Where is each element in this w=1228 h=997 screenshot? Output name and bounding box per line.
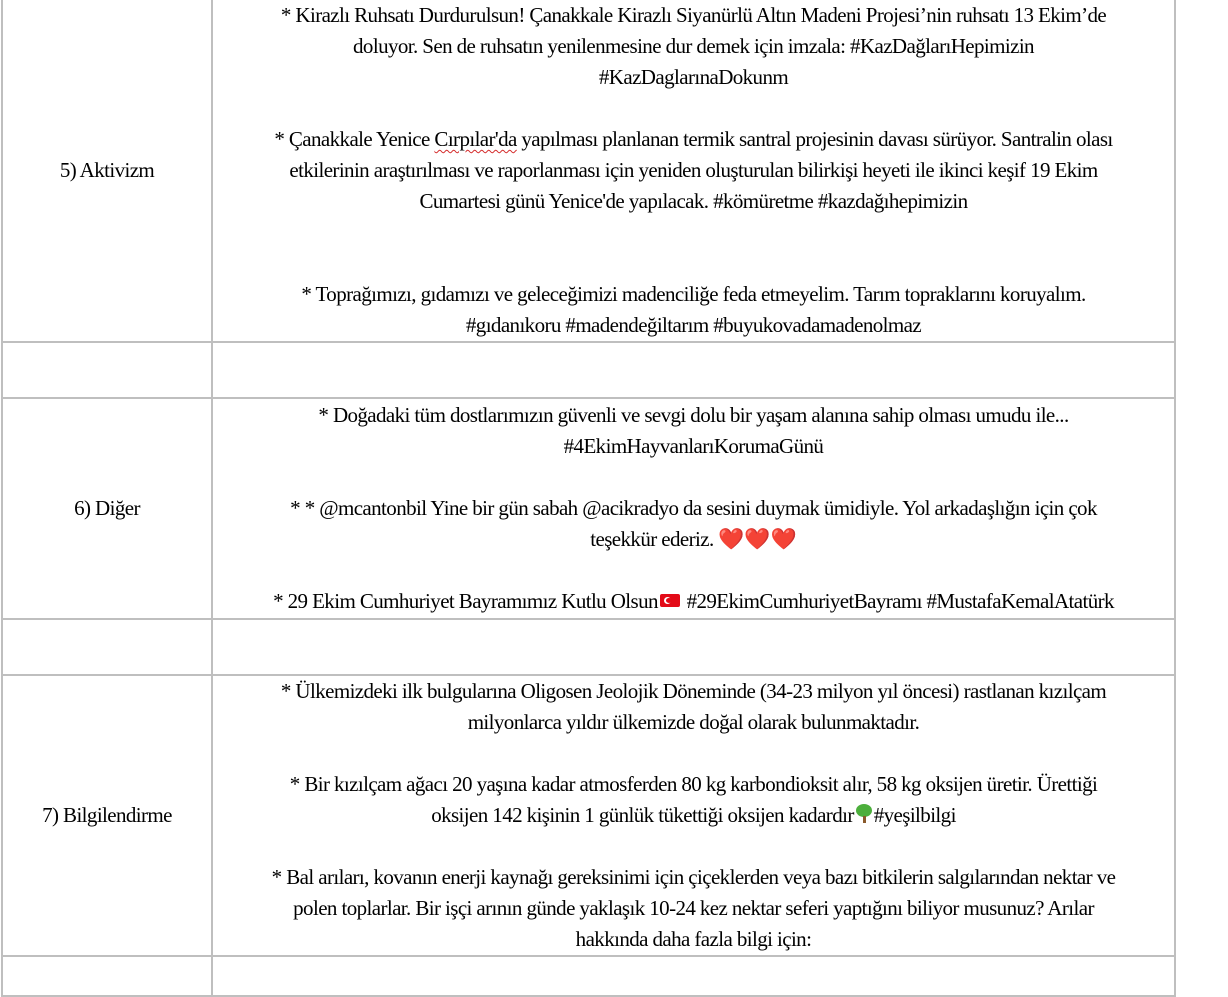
content-cell-bilgilendirme xyxy=(212,675,1175,956)
post-line: yapılması planlanan termik santral projesinin davası sürüyor. Santralin olası xyxy=(516,127,1113,151)
post-line: oksijen 142 kişinin 1 günlük tükettiği oksijen kadardır xyxy=(431,803,854,827)
post-line: Cumartesi günü Yenice'de yapılacak. #kömüretme #kazdağıhepimizin xyxy=(419,189,968,213)
empty-cell xyxy=(212,342,1175,398)
post-line: * Çanakkale Yenice xyxy=(274,127,435,151)
post-line: #KazDaglarınaDokunm xyxy=(598,65,789,89)
post-acikradyo xyxy=(213,493,1174,555)
post-line: * Bal arıları, kovanın enerji kaynağı gereksinimi için çiçeklerden veya bazı bitkilerin salgılarından nektar ve xyxy=(271,865,1116,889)
misspelled-word[interactable]: Cırpılar'da xyxy=(434,127,517,151)
empty-cell xyxy=(212,619,1175,675)
post-line: hakkında daha fazla bilgi için: xyxy=(575,927,812,951)
empty-cell xyxy=(212,956,1175,996)
post-line: * * @mcantonbil Yine bir gün sabah @acikradyo da sesini duymak ümidiyle. Yol arkadaşlığın için çok xyxy=(290,496,1097,520)
post-line: #4EkimHayvanlarıKorumaGünü xyxy=(563,434,824,458)
content-cell-aktivizm xyxy=(212,0,1175,342)
category-cell-aktivizm: 5) Aktivizm xyxy=(2,0,212,342)
post-line: * 29 Ekim Cumhuriyet Bayramımız Kutlu Olsun xyxy=(273,589,658,613)
post-topragimizi xyxy=(213,279,1174,341)
post-kizilcam xyxy=(213,676,1174,738)
tree-icon xyxy=(854,804,874,824)
table-row-empty xyxy=(2,619,1175,675)
table-row-next xyxy=(2,956,1175,996)
post-line: * Doğadaki tüm dostlarımızın güvenli ve sevgi dolu bir yaşam alanına sahip olması umudu ile... xyxy=(318,403,1069,427)
post-line: * Bir kızılçam ağacı 20 yaşına kadar atmosferden 80 kg karbondioksit alır, 58 kg oksijen üretir. Ürettiği xyxy=(289,772,1098,796)
content-cell-diger xyxy=(212,398,1175,619)
table-row-aktivizm xyxy=(2,0,1175,342)
content-table xyxy=(1,0,1176,997)
post-kizilcam-oksijen xyxy=(213,769,1174,831)
post-line: * Toprağımızı, gıdamızı ve geleceğimizi madenciliğe feda etmeyelim. Tarım topraklarını koruyalım. xyxy=(301,282,1086,306)
post-line: milyonlarca yıldır ülkemizde doğal olarak bulunmaktadır. xyxy=(467,710,920,734)
post-line: * Ülkemizdeki ilk bulgularına Oligosen Jeolojik Döneminde (34-23 milyon yıl öncesi) rastlanan kızılçam xyxy=(280,679,1107,703)
post-line: polen toplarlar. Bir işçi arının günde yaklaşık 10-24 kez nektar seferi yaptığını biliyor musunuz? Arılar xyxy=(293,896,1094,920)
table-row-diger xyxy=(2,398,1175,619)
turkish-flag-icon xyxy=(660,594,680,607)
category-cell-bilgilendirme: 7) Bilgilendirme xyxy=(2,675,212,956)
category-cell-diger: 6) Diğer xyxy=(2,398,212,619)
post-yenice-termik xyxy=(213,124,1174,217)
post-line: * Kirazlı Ruhsatı Durdurulsun! Çanakkale Kirazlı Siyanürlü Altın Madeni Projesi’nin ruhsatı 13 Ekim’de xyxy=(280,3,1107,27)
empty-cell xyxy=(2,956,212,996)
post-hashtags: #29EkimCumhuriyetBayramı #MustafaKemalAtatürk xyxy=(681,589,1114,613)
empty-cell xyxy=(2,342,212,398)
post-hashtag: #yeşilbilgi xyxy=(873,803,956,827)
table-row-empty xyxy=(2,342,1175,398)
post-kirazli xyxy=(213,0,1174,93)
empty-cell xyxy=(2,619,212,675)
post-line: doluyor. Sen de ruhsatın yenilenmesine dur demek için imzala: #KazDağlarıHepimizin xyxy=(353,34,1034,58)
post-cumhuriyet xyxy=(213,586,1174,617)
post-line: #gıdanıkoru #madendeğiltarım #buyukovadamadenolmaz xyxy=(465,313,922,337)
table-row-bilgilendirme xyxy=(2,675,1175,956)
post-line: etkilerinin araştırılması ve raporlanması için yeniden oluşturulan bilirkişi heyeti ile ikinci keşif 19 Ekim xyxy=(289,158,1098,182)
post-hayvanlari-koruma xyxy=(213,400,1174,462)
hearts-emoji: ❤️❤️❤️ xyxy=(718,527,797,551)
post-bal-arilari xyxy=(213,862,1174,955)
post-line: teşekkür ederiz. xyxy=(590,527,714,551)
